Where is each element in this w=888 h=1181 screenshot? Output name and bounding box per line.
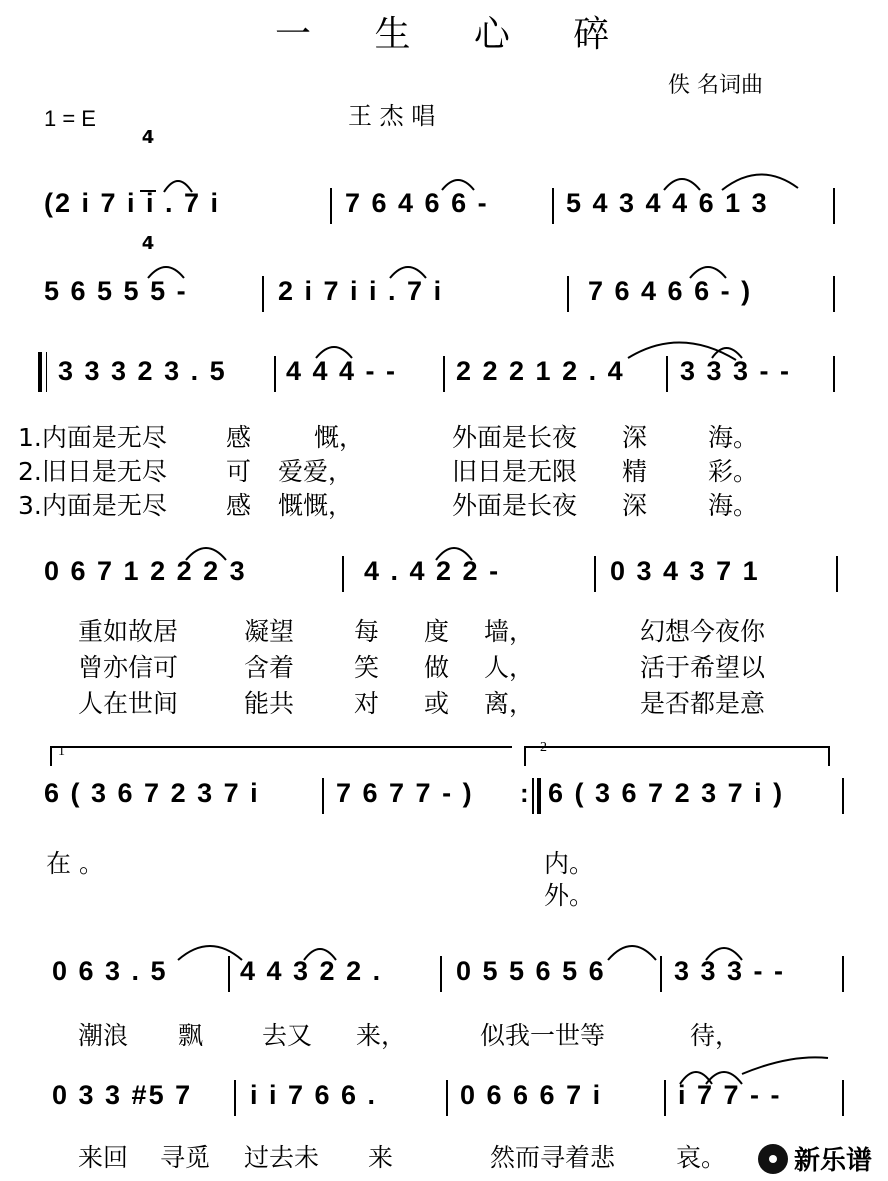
lyric: 幻想今夜你	[640, 617, 766, 646]
lyric: 深	[622, 423, 648, 452]
lyric: 墙，	[484, 617, 535, 646]
lyric: 是否都是意	[640, 689, 766, 718]
slur	[664, 179, 700, 190]
measure: 0 6 6 6 7 i	[460, 1080, 603, 1110]
measure: 4 4 4 - -	[286, 356, 398, 386]
lyric: 能共	[244, 689, 295, 718]
lyric: 在 。	[46, 849, 104, 878]
measure: 3 3 3 - -	[674, 956, 786, 986]
measure: 0 3 3 #5 7	[52, 1080, 193, 1110]
composer-credit: 佚 名词曲	[668, 73, 763, 98]
slur	[164, 181, 192, 192]
lyric: 慨，	[314, 423, 365, 452]
volta-2-number: 2	[540, 740, 547, 755]
slur	[436, 548, 472, 560]
measure: 6 ( 3 6 7 2 3 7 i )	[548, 778, 785, 808]
key-signature: 1 = E	[44, 106, 96, 131]
measure: 7 6 7 7 - )	[336, 778, 474, 808]
lyric: 笑	[354, 653, 380, 682]
lyric: 去又	[262, 1021, 313, 1050]
lyric: 感	[226, 491, 252, 520]
slur	[722, 174, 798, 190]
measure: 4 4 3 2 2 .	[240, 956, 383, 986]
lyric: 慨慨，	[278, 491, 354, 520]
lyric: 含着	[244, 653, 295, 682]
lyric: 离，	[484, 689, 535, 718]
lyric: 可	[226, 457, 252, 486]
lyric: 哀。	[676, 1143, 727, 1172]
lyric: 待，	[690, 1021, 741, 1050]
measure: 7 6 4 6 6 - )	[588, 276, 753, 306]
lyric: 每	[354, 617, 380, 646]
lyric: 过去未	[244, 1143, 320, 1172]
lyric: 人，	[484, 653, 535, 682]
lyric: 海。	[708, 423, 759, 452]
slur	[742, 1057, 828, 1074]
slur	[186, 548, 226, 560]
lyric: 曾亦信可	[78, 653, 179, 682]
lyric: 外面是长夜	[452, 423, 578, 452]
measure: 2 i 7 i i . 7 i	[278, 276, 444, 306]
lyric: 来回	[78, 1143, 129, 1172]
slur	[442, 180, 474, 190]
measure: 3 3 3 2 3 . 5	[58, 356, 227, 386]
site-logo	[758, 1140, 872, 1177]
lyric: 似我一世等	[480, 1021, 606, 1050]
lyric: 重如故居	[78, 617, 179, 646]
lyric: 活于希望以	[640, 653, 766, 682]
measure: 4 . 4 2 2 -	[364, 556, 501, 586]
lyric: 来	[368, 1143, 394, 1172]
slur	[690, 267, 726, 278]
measure: 0 6 3 . 5	[52, 956, 168, 986]
slur	[178, 946, 242, 960]
lyric: 3.内面是无尽	[18, 491, 167, 520]
measure: i i 7 6 6 .	[250, 1080, 378, 1110]
lyric: 感	[226, 423, 252, 452]
time-top: 4	[141, 127, 155, 148]
measure: (2 i 7 i i . 7 i	[44, 188, 221, 218]
lyric: 寻觅	[160, 1143, 211, 1172]
lyric: 对	[354, 689, 380, 718]
lyric: 海。	[708, 491, 759, 520]
measure: 6 ( 3 6 7 2 3 7 i	[44, 778, 260, 808]
measure: 0 6 7 1 2 2 2 3	[44, 556, 247, 586]
lyric: 然而寻着悲	[490, 1143, 616, 1172]
measure: i 7 7 - -	[678, 1080, 782, 1110]
lyric: 做	[424, 653, 450, 682]
singer-credit: 王 杰 唱	[348, 102, 436, 130]
measure: 5 6 5 5 5 -	[44, 276, 188, 306]
lyric: 凝望	[244, 617, 295, 646]
lyric: 内。	[544, 849, 595, 878]
measure: 0 5 5 6 5 6	[456, 956, 606, 986]
lyric: 潮浪	[78, 1021, 129, 1050]
slur	[608, 946, 656, 960]
slur	[390, 267, 426, 278]
lyric: 深	[622, 491, 648, 520]
repeat-end-dots: :	[520, 778, 531, 808]
measure: 5 4 3 4 4 6 1 3	[566, 188, 769, 218]
lyric: 来，	[356, 1021, 407, 1050]
lyric: 度	[424, 617, 450, 646]
slur	[148, 267, 184, 278]
lyric: 飘	[178, 1021, 204, 1050]
lyric: 或	[424, 689, 450, 718]
lyric: 精	[622, 457, 648, 486]
measure: 3 3 3 - -	[680, 356, 792, 386]
lyric: 爱爱，	[278, 457, 354, 486]
slur	[304, 949, 336, 960]
measure: 2 2 2 1 2 . 4	[456, 356, 625, 386]
measure: 7 6 4 6 6 -	[345, 188, 489, 218]
slur	[316, 347, 352, 358]
time-bottom: 4	[141, 233, 155, 254]
lyric: 外面是长夜	[452, 491, 578, 520]
volta-1-number: 1	[58, 744, 65, 759]
lyric: 1.内面是无尽	[18, 423, 167, 452]
measure: 0 3 4 3 7 1	[610, 556, 760, 586]
lyric: 外。	[544, 881, 595, 910]
song-title: 一 生 心 碎	[275, 14, 636, 55]
logo-text: 新乐谱	[794, 1146, 873, 1176]
lyric: 旧日是无限	[452, 457, 578, 486]
lyric: 人在世间	[78, 689, 179, 718]
slur	[706, 948, 742, 960]
lyric: 彩。	[708, 457, 759, 486]
lyric: 2.旧日是无尽	[18, 457, 167, 486]
record-disc-icon	[758, 1144, 788, 1174]
